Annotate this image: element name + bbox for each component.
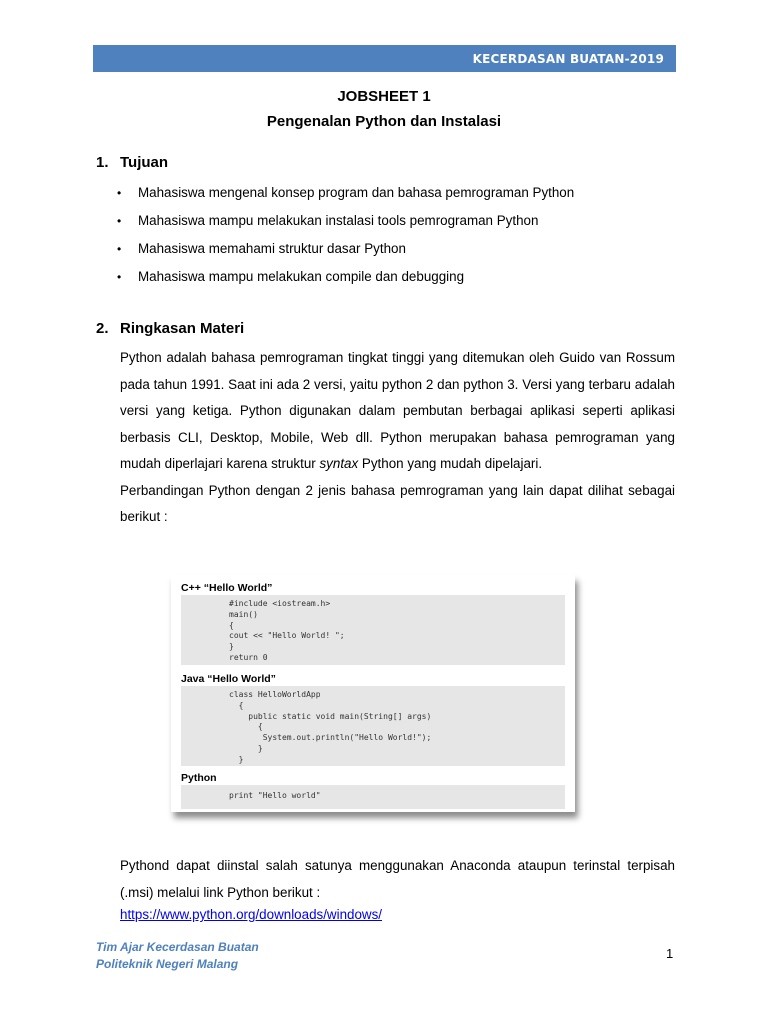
section-title: Ringkasan Materi [120, 320, 245, 337]
footer-team: Tim Ajar Kecerdasan Buatan [96, 940, 259, 954]
paragraph-text: Python yang mudah dipelajari. [361, 456, 543, 471]
page-number: 1 [666, 946, 674, 961]
list-item [117, 267, 574, 295]
list-item-text: Mahasiswa mampu melakukan instalasi tools pemrograman Python [138, 213, 539, 228]
java-code-box [181, 686, 565, 766]
section-title: Tujuan [120, 154, 169, 171]
section-heading-tujuan [96, 154, 168, 171]
list-item-text: Mahasiswa mengenal konsep program dan bahasa pemrograman Python [138, 185, 575, 200]
paragraph-text: Python adalah bahasa pemrograman tingkat tinggi yang ditemukan oleh Guido van Rossum pada tahun 1991. Saat ini ada 2 versi, yaitu python 2 dan python 3. Versi yang terbaru adalah versi yang ketiga. Python digunakan dalam pembutan berbagai aplikasi seperti aplikasi berbasis CLI, Desktop, Mobile, Web dll. Python merupakan bahasa pemrograman yang mudah diperlajari karena struktur [120, 350, 675, 471]
bullet-icon: • [117, 242, 122, 256]
paragraph-italic: syntax [319, 456, 359, 471]
java-code: class HelloWorldApp { public static void main(String[] args) { System.out.println("Hello World!"); } } [229, 690, 432, 764]
python-label: Python [181, 772, 217, 784]
footer-institution: Politeknik Negeri Malang [96, 957, 239, 971]
java-label: Java “Hello World” [181, 673, 276, 685]
bullet-icon: • [117, 186, 122, 200]
section-heading-ringkasan [96, 320, 244, 337]
paragraph-comparison: Perbandingan Python dengan 2 jenis bahasa pemrograman yang lain dapat dilihat sebagai berikut : [120, 482, 675, 524]
header-text: KECERDASAN BUATAN-2019 [472, 52, 664, 66]
header-bar [93, 45, 676, 72]
code-comparison-figure [171, 575, 575, 812]
list-item [117, 239, 574, 267]
bullet-icon: • [117, 270, 122, 284]
page-title: JOBSHEET 1 [337, 88, 431, 105]
python-code: print "Hello world" [229, 791, 321, 800]
section-number: 2. [96, 320, 109, 337]
python-download-link[interactable]: https://www.python.org/downloads/windows/ [120, 907, 382, 922]
list-item [117, 183, 574, 211]
list-item-text: Mahasiswa mampu melakukan compile dan debugging [138, 269, 465, 284]
section-number: 1. [96, 154, 109, 171]
paragraph-install [120, 853, 675, 906]
objectives-list [117, 183, 574, 295]
list-item-text: Mahasiswa memahami struktur dasar Python [138, 241, 406, 256]
paragraph-text: Pythond dapat diinstal salah satunya menggunakan Anaconda ataupun terinstal terpisah (.msi) melalui link Python berikut : [120, 858, 675, 900]
python-code-box [181, 785, 565, 809]
page-subtitle: Pengenalan Python dan Instalasi [266, 113, 502, 130]
paragraph-intro [120, 345, 675, 531]
cpp-code-box [181, 595, 565, 665]
cpp-label: C++ “Hello World” [181, 582, 273, 594]
cpp-code: #include <iostream.h> main() { cout << "Hello World! "; } return 0 [229, 599, 345, 662]
list-item [117, 211, 574, 239]
bullet-icon: • [117, 214, 122, 228]
